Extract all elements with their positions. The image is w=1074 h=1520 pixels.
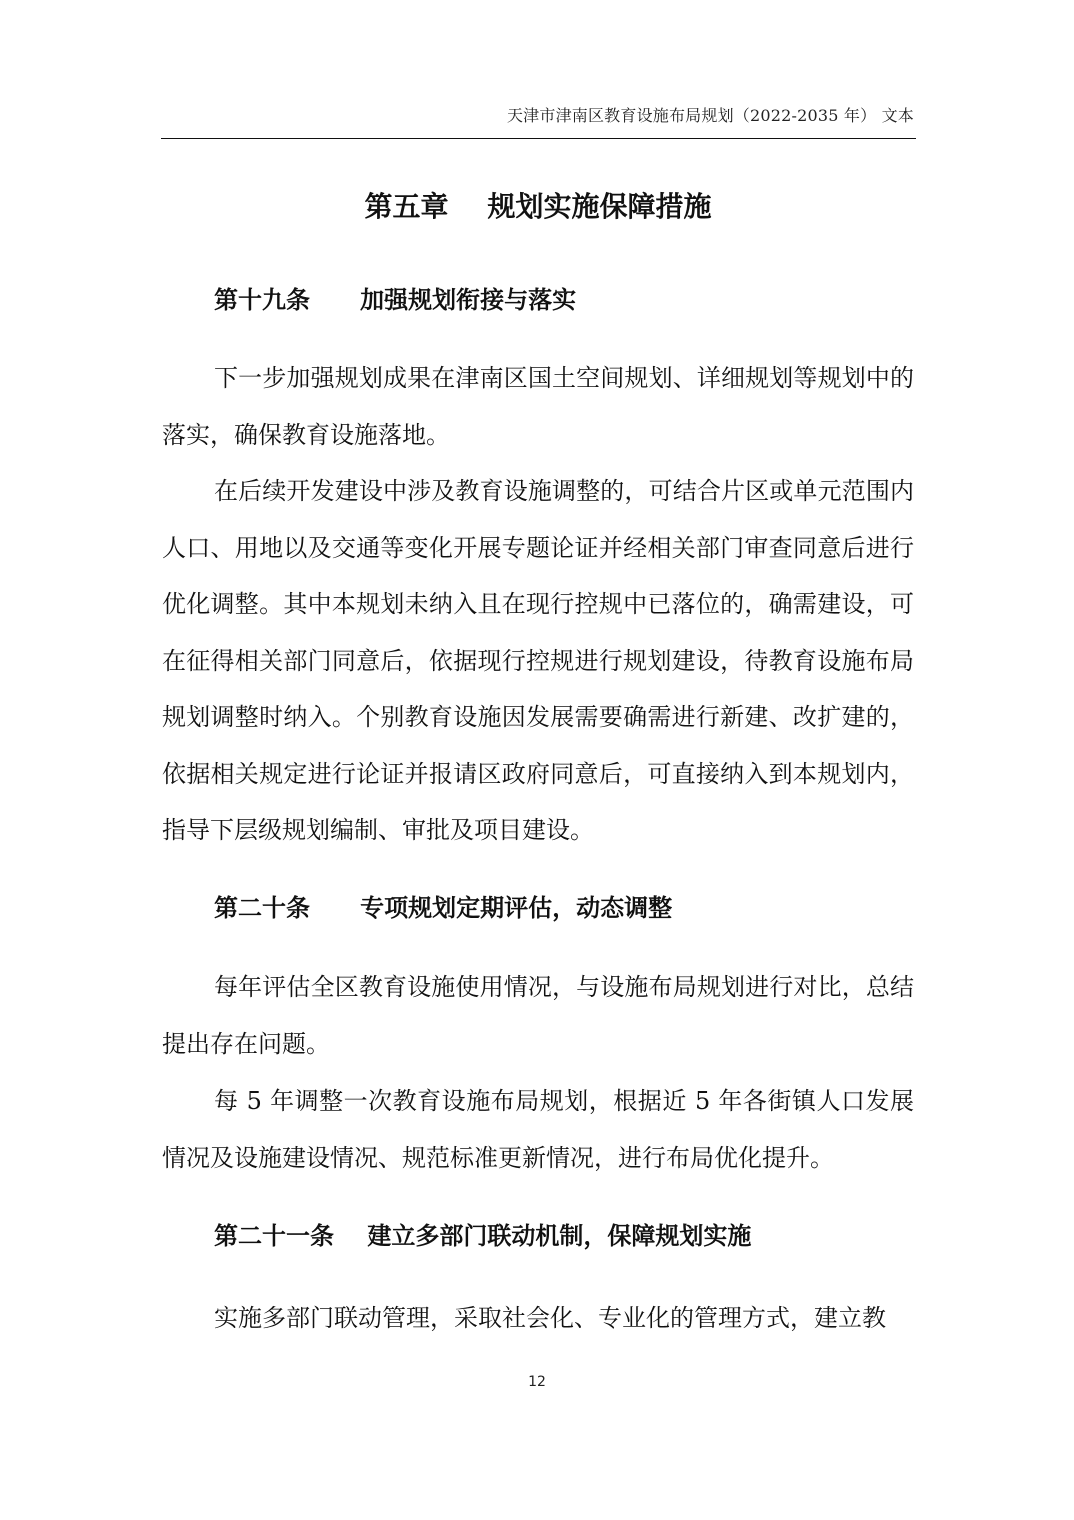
article-19-heading: 第十九条 加强规划衔接与落实	[214, 285, 577, 314]
article-21-paragraph-1: 实施多部门联动管理，采取社会化、专业化的管理方式，建立教	[214, 1304, 886, 1332]
article-20-heading: 第二十条 专项规划定期评估，动态调整	[214, 893, 673, 922]
running-header: 天津市津南区教育设施布局规划（2022-2035 年） 文本	[506, 106, 914, 125]
article-20-paragraph-1: 每年评估全区教育设施使用情况，与设施布局规划进行对比，总结提出存在问题。	[162, 973, 914, 1058]
article-19-paragraph-1: 下一步加强规划成果在津南区国土空间规划、详细规划等规划中的落实，确保教育设施落地。	[162, 364, 914, 449]
page-number: 12	[528, 1374, 546, 1390]
article-21-heading: 第二十一条 建立多部门联动机制，保障规划实施	[214, 1221, 752, 1250]
chapter-title: 第五章 规划实施保障措施	[364, 190, 712, 223]
article-20-paragraph-2: 每 5 年调整一次教育设施布局规划，根据近 5 年各街镇人口发展情况及设施建设情况、规范标准更新情况，进行布局优化提升。	[162, 1087, 914, 1172]
header-divider	[161, 138, 916, 139]
article-19-paragraph-2: 在后续开发建设中涉及教育设施调整的，可结合片区或单元范围内人口、用地以及交通等变化开展专题论证并经相关部门审查同意后进行优化调整。其中本规划未纳入且在现行控规中已落位的，确需建设，可在征得相关部门同意后，依据现行控规进行规划建设，待教育设施布局规划调整时纳入。个别教育设施因发展需要确需进行新建、改扩建的，依据相关规定进行论证并报请区政府同意后，可直接纳入到本规划内，指导下层级规划编制、审批及项目建设。	[162, 477, 914, 844]
